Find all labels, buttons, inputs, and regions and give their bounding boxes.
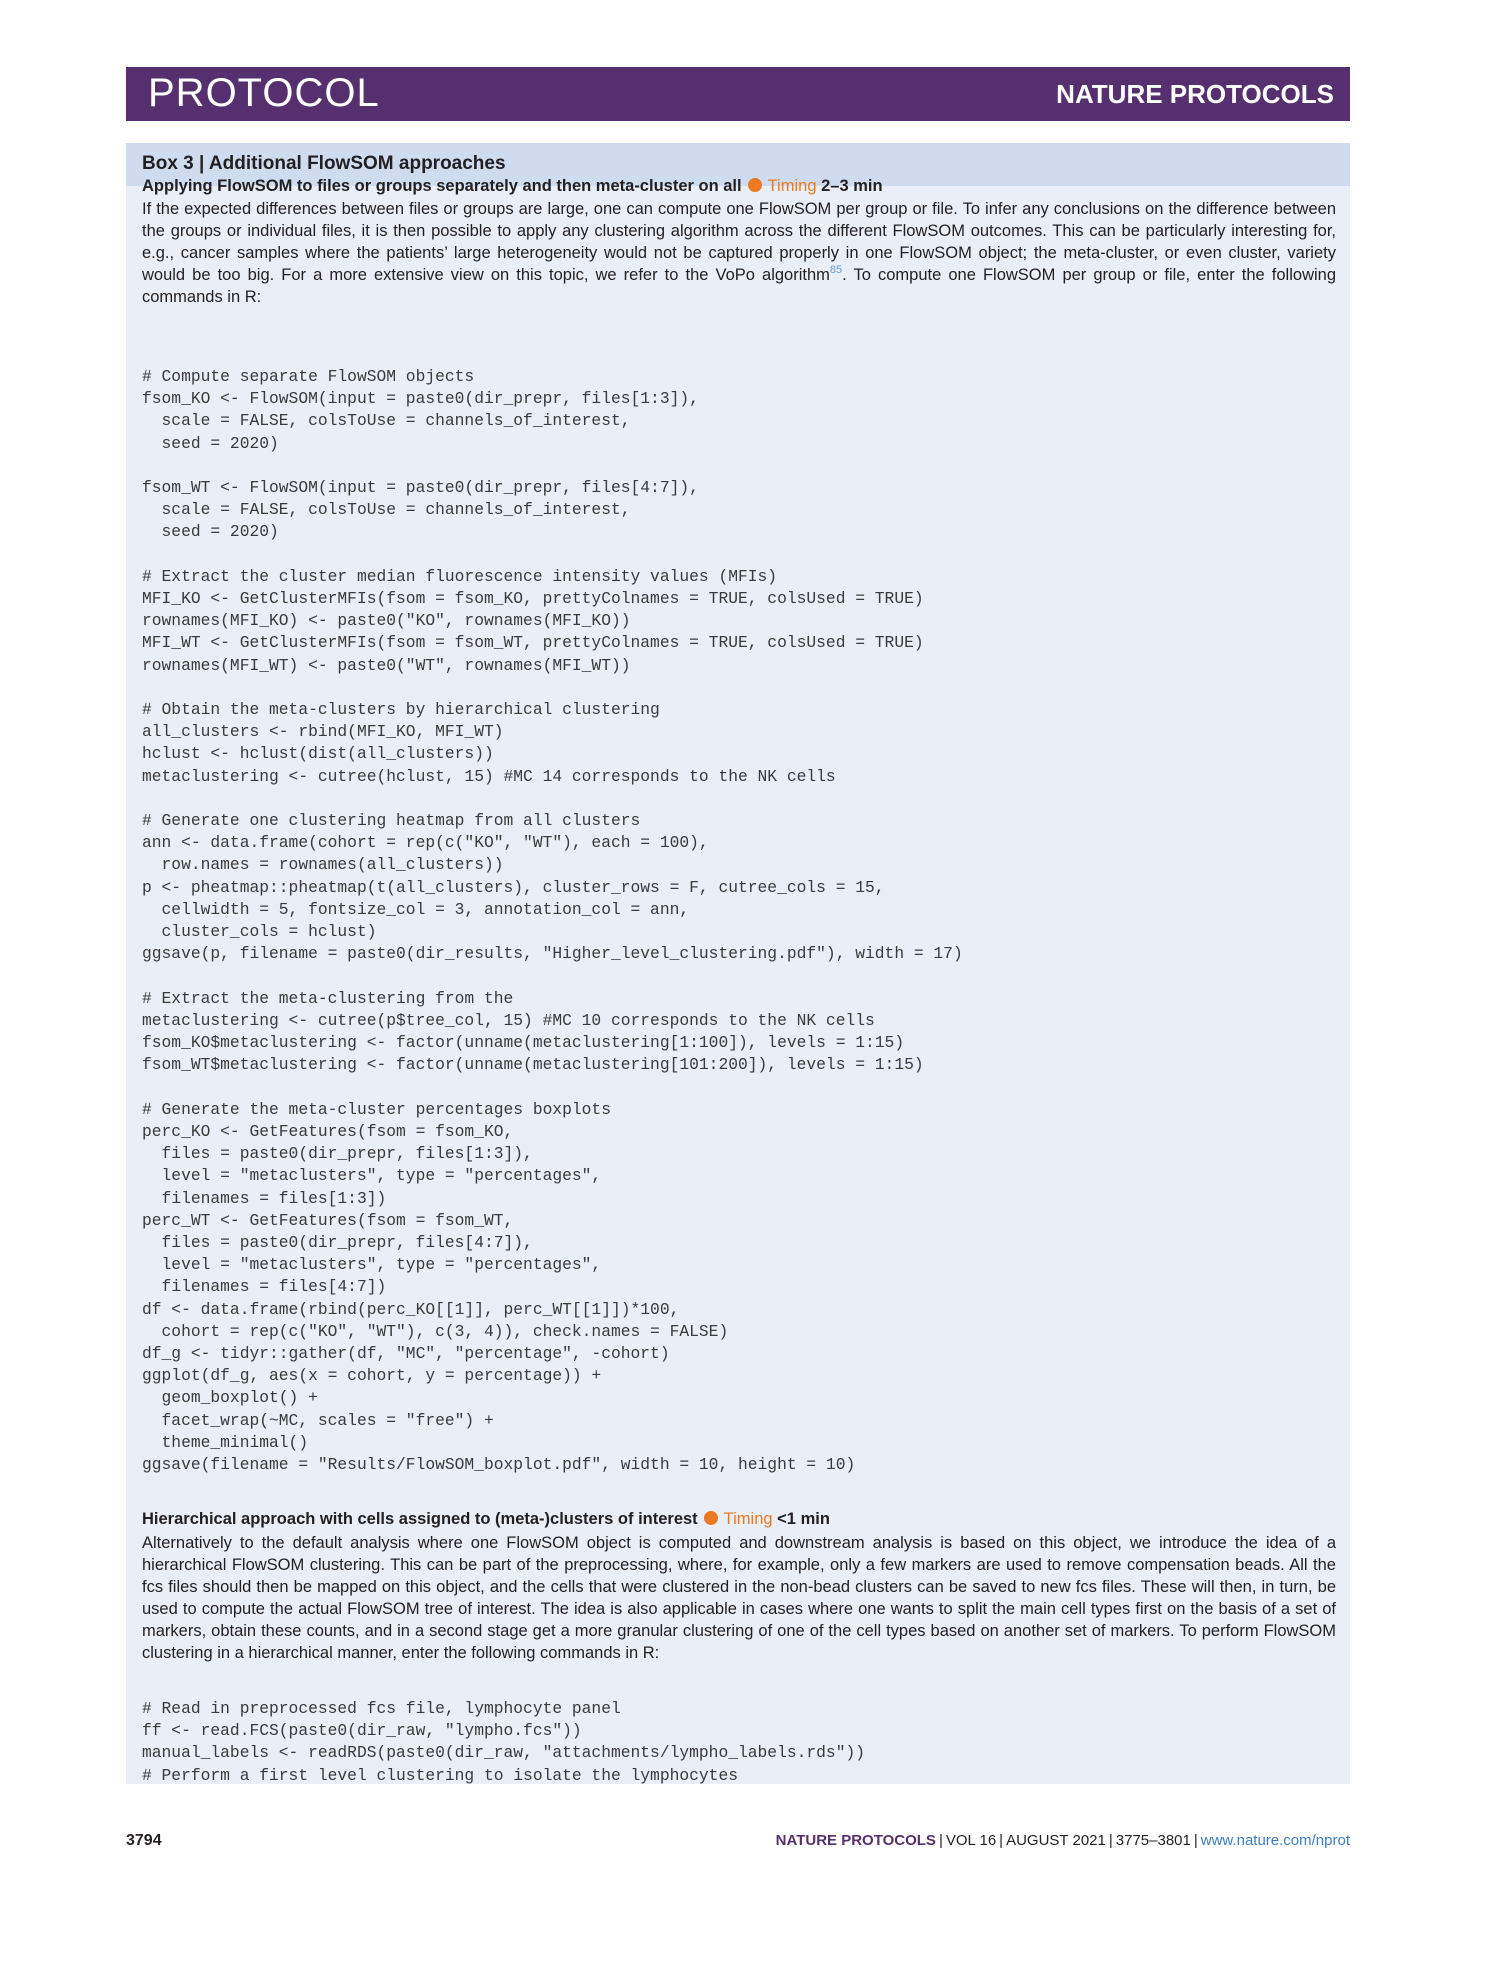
footer-url-link[interactable]: www.nature.com/nprot xyxy=(1200,1832,1350,1849)
footer-pages: 3775–3801 xyxy=(1115,1832,1191,1849)
section2-heading xyxy=(142,1510,830,1529)
section2-timing-value: <1 min xyxy=(777,1510,830,1528)
section1-title: Applying FlowSOM to files or groups separately and then meta-cluster on all xyxy=(142,177,742,195)
section2-title: Hierarchical approach with cells assigned to (meta-)clusters of interest xyxy=(142,1510,698,1528)
reference-85[interactable]: 85 xyxy=(829,264,843,276)
box-title: Box 3 | Additional FlowSOM approaches xyxy=(142,153,506,174)
page-header xyxy=(126,67,1350,121)
page-number: 3794 xyxy=(126,1832,162,1849)
timing-dot-icon xyxy=(704,1511,718,1525)
section2-paragraph: Alternatively to the default analysis where one FlowSOM object is computed and downstream analysis is based on this object, we introduce the idea of a hierarchical FlowSOM clustering. This can be part of the preprocessing, where, for example, only a few markers are used to remove compensation beads. All the fcs files should then be mapped on this object, and the cells that were clustered in the non-bead clusters can be saved to new fcs files. These will then, in turn, be used to compute the actual FlowSOM tree of interest. The idea is also applicable in cases where one wants to split the main cell types first on the basis of a set of markers, obtain these counts, and in a second stage get a more granular clustering of one of the cell types based on another set of markers. To perform FlowSOM clustering in a hierarchical manner, enter the following commands in R: xyxy=(142,1534,1336,1662)
section1-heading xyxy=(142,177,883,196)
section2-code-block: # Read in preprocessed fcs file, lymphocyte panel ff <- read.FCS(paste0(dir_raw, "lympho.fcs")) manual_labels <- readRDS(paste0(dir_raw, "attachments/lympho_labels.rds")) # Perform a first level clustering to isolate the lymphocytes xyxy=(142,1699,866,1785)
section1-timing-label: Timing xyxy=(767,177,817,195)
footer-volume: VOL 16 xyxy=(945,1832,997,1849)
header-section-label: PROTOCOL xyxy=(148,71,380,115)
box-3 xyxy=(126,143,1350,1784)
section1-timing-value: 2–3 min xyxy=(821,177,883,195)
header-journal-name: NATURE PROTOCOLS xyxy=(1056,79,1334,109)
timing-dot-icon xyxy=(748,178,762,192)
section1-code-block: # Compute separate FlowSOM objects fsom_KO <- FlowSOM(input = paste0(dir_prepr, files[1:3]), scale = FALSE, colsToUse = channels_of_interest, seed = 2020) fsom_WT <- FlowSOM(input = paste0(dir_prepr, files[4:7]), scale = FALSE, colsToUse = channels_of_interest, seed = 2020) # Extract the cluster median fluorescence intensity values (MFIs) MFI_KO <- GetClusterMFIs(fsom = fsom_KO, prettyColnames = TRUE, colsUsed = TRUE) rownames(MFI_KO) <- paste0("KO", rownames(MFI_KO)) MFI_WT <- GetClusterMFIs(fsom = fsom_WT, prettyColnames = TRUE, colsUsed = TRUE) rownames(MFI_WT) <- paste0("WT", rownames(MFI_WT)) # Obtain the meta-clusters by hierarchical clustering all_clusters <- rbind(MFI_KO, MFI_WT) hclust <- hclust(dist(all_clusters)) metaclustering <- cutree(hclust, 15) #MC 14 corresponds to the NK cells # Generate one clustering heatmap from all clusters ann <- data.frame(cohort = rep(c("KO", "WT"), each = 100), row.names = rownames(all_clusters)) p <- pheatmap::pheatmap(t(all_clusters), cluster_rows = F, cutree_cols = 15, cellwidth = 5, fontsize_col = 3, annotation_col = ann, cluster_cols = hclust) ggsave(p, filename = paste0(dir_results, "Higher_level_clustering.pdf"), width = 17) # Extract the meta-clustering from the metaclustering <- cutree(p$tree_col, 15) #MC 10 corresponds to the NK cells fsom_KO$metaclustering <- factor(unname(metaclustering[1:100]), levels = 1:15) fsom_WT$metaclustering <- factor(unname(metaclustering[101:200]), levels = 1:15) # Generate the meta-cluster percentages boxplots perc_KO <- GetFeatures(fsom = fsom_KO, files = paste0(dir_prepr, files[1:3]), level = "metaclusters", type = "percentages", filenames = files[1:3]) perc_WT <- GetFeatures(fsom = fsom_WT, files = paste0(dir_prepr, files[4:7]), level = "metaclusters", type = "percentages", filenames = files[4:7]) df <- data.frame(rbind(perc_KO[[1]], perc_WT[[1]])*100, cohort = rep(c("KO", "WT"), c(3, 4)), check.names = FALSE) df_g <- tidyr::gather(df, "MC", "percentage", -cohort) ggplot(df_g, aes(x = cohort, y = percentage)) + geom_boxplot() + facet_wrap(~MC, scales = "free") + theme_minimal() ggsave(filename = "Results/FlowSOM_boxplot.pdf", width = 10, height = 10) xyxy=(142,367,963,1474)
footer-journal: NATURE PROTOCOLS xyxy=(775,1832,936,1849)
section2-timing-label: Timing xyxy=(723,1510,773,1528)
footer-citation: NATURE PROTOCOLS | VOL 16 | AUGUST 2021 | 3775–3801 | www.nature.com/nprot xyxy=(775,1832,1350,1849)
footer-date: AUGUST 2021 xyxy=(1006,1832,1106,1849)
section1-paragraph: If the expected differences between files or groups are large, one can compute one FlowSOM per group or file. To infer any conclusions on the difference between the groups or individual files, it is then possible to apply any clustering algorithm across the different FlowSOM outcomes. This can be particularly interesting for, e.g., cancer samples where the patients’ large heterogeneity would not be captured properly in one FlowSOM object; the meta-cluster, or even cluster, variety would be too big. For a more extensive view on this topic, we refer to the VoPo algorithm$^{85}$. To compute one FlowSOM per group or file, enter the following commands in R: xyxy=(142,200,1336,306)
